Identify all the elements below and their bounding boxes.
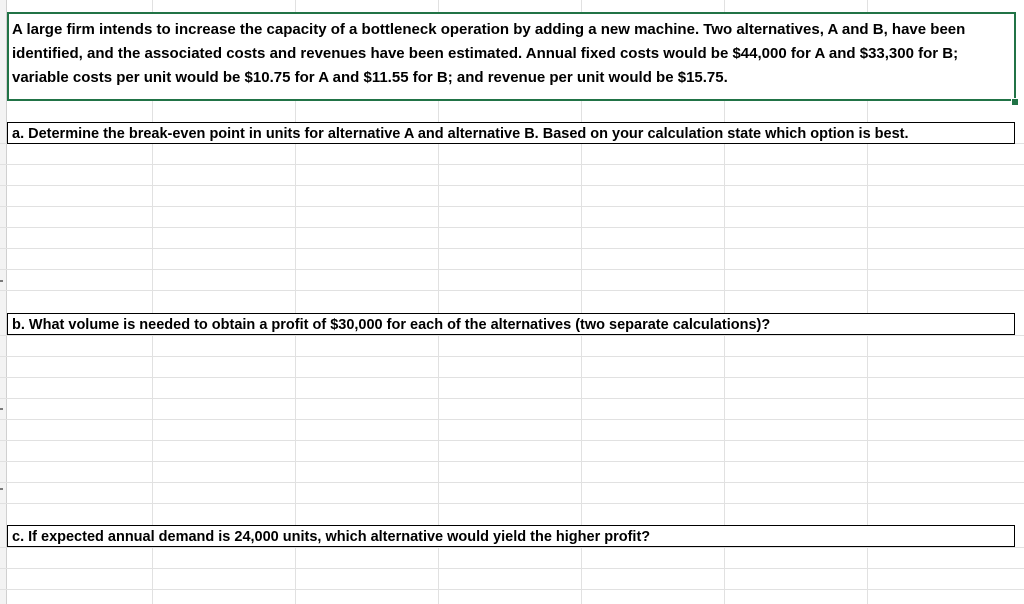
question-b-cell[interactable]: b. What volume is needed to obtain a profit of $30,000 for each of the alternatives (two separate calculations)? — [7, 313, 1015, 335]
row-gridline — [0, 356, 1024, 357]
problem-statement-cell[interactable] — [7, 12, 1016, 101]
row-gridline — [0, 377, 1024, 378]
row-marker — [0, 408, 3, 410]
row-gridline — [0, 185, 1024, 186]
intro-line: variable costs per unit would be $10.75 for A and $11.55 for B; and revenue per unit would be $15.75. — [12, 69, 728, 86]
row-gridline — [0, 503, 1024, 504]
question-c-cell[interactable]: c. If expected annual demand is 24,000 units, which alternative would yield the higher profit? — [7, 525, 1015, 547]
row-gridline — [0, 227, 1024, 228]
row-gridline — [0, 290, 1024, 291]
row-gridline — [0, 589, 1024, 590]
row-marker — [0, 488, 3, 490]
row-marker — [0, 280, 3, 282]
row-header-strip[interactable] — [0, 0, 7, 604]
fill-handle[interactable] — [1011, 98, 1019, 106]
row-gridline — [0, 547, 1024, 548]
row-gridline — [0, 482, 1024, 483]
question-a-cell[interactable]: a. Determine the break-even point in units for alternative A and alternative B. Based on your calculation state which option is best. — [7, 122, 1015, 144]
row-gridline — [0, 164, 1024, 165]
row-gridline — [0, 568, 1024, 569]
row-gridline — [0, 248, 1024, 249]
row-gridline — [0, 206, 1024, 207]
intro-line: A large firm intends to increase the capacity of a bottleneck operation by adding a new machine. Two alternatives, A and B, have been — [12, 21, 966, 38]
row-gridline — [0, 269, 1024, 270]
row-gridline — [0, 461, 1024, 462]
intro-line: identified, and the associated costs and revenues have been estimated. Annual fixed costs would be $44,000 for A and $33,300 for B; — [12, 45, 959, 62]
row-gridline — [0, 419, 1024, 420]
row-gridline — [0, 440, 1024, 441]
row-gridline — [0, 398, 1024, 399]
row-gridline — [0, 335, 1024, 336]
